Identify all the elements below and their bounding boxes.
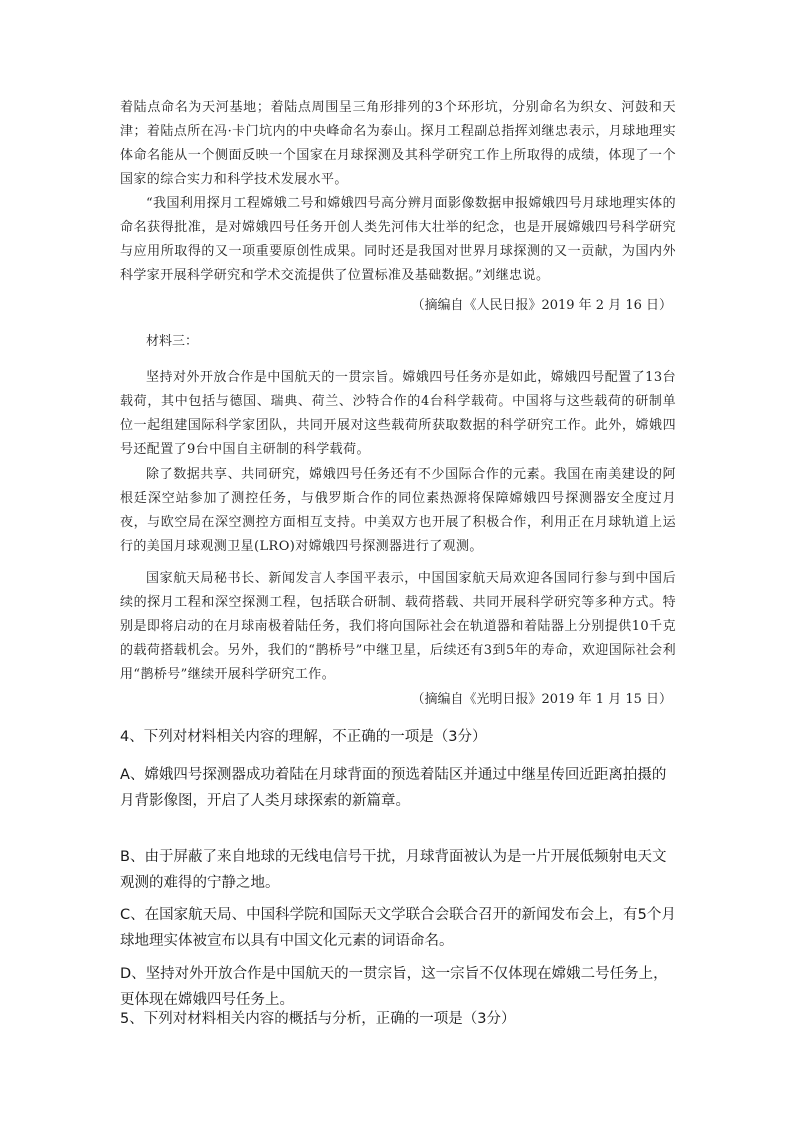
material3-source: （摘编自《光明日报》2019 年 1 月 15 日） <box>411 692 672 707</box>
material3-paragraph-2: 除了数据共享、共同研究，嫦娥四号任务还有不少国际合作的元素。我国在南美建设的阿根廷深空站参加了测控任务，与俄罗斯合作的同位素热源将保障嫦娥四号探测器安全度过月夜，与欧空局在深空测控方面相互支持。中美双方也开展了积极合作，利用正在月球轨道上运行的美国月球观测卫星(LRO)对嫦娥四号探测器进行了观测。 <box>120 467 676 554</box>
question-4-option-c: C、在国家航天局、中国科学院和国际天文学联合会联合召开的新闻发布会上，有5个月球地理实体被宣布以具有中国文化元素的词语命名。 <box>120 907 676 949</box>
material3-label: 材料三： <box>146 334 199 349</box>
question-5-stem: 5、下列对材料相关内容的概括与分析，正确的一项是（3分） <box>120 1011 516 1027</box>
question-4-option-b: B、由于屏蔽了来自地球的无线电信号干扰，月球背面被认为是一片开展低频射电天文观测的难得的宁静之地。 <box>120 849 667 891</box>
material2-quote-paragraph: “我国利用探月工程嫦娥二号和嫦娥四号高分辨月面影像数据申报嫦娥四号月球地理实体的命名获得批准，是对嫦娥四号任务开创人类先河伟大壮举的纪念，也是开展嫦娥四号科学研究与应用所取得的又一项重要原创性成果。同时还是我国对世界月球探测的又一贡献，为国内外科学家开展科学研究和学术交流提供了位置标准及基础数据。”刘继忠说。 <box>120 196 676 283</box>
material2-source: （摘编自《人民日报》2019 年 2 月 16 日） <box>411 298 672 313</box>
material3-paragraph-1: 坚持对外开放合作是中国航天的一贯宗旨。嫦娥四号任务亦是如此，嫦娥四号配置了13台载荷，其中包括与德国、瑞典、荷兰、沙特合作的4台科学载荷。中国将与这些载荷的研制单位一起组建国际科学家团队，共同开展对这些载荷所获取数据的科学研究工作。此外，嫦娥四号还配置了9台中国自主研制的科学载荷。 <box>120 370 676 457</box>
question-4-option-d: D、坚持对外开放合作是中国航天的一贯宗旨，这一宗旨不仅体现在嫦娥二号任务上，更体现在嫦娥四号任务上。 <box>120 966 668 1008</box>
material2-continuation-paragraph: 着陆点命名为天河基地；着陆点周围呈三角形排列的3个环形坑，分别命名为织女、河鼓和天津；着陆点所在冯·卡门坑内的中央峰命名为泰山。探月工程副总指挥刘继忠表示，月球地理实体命名能从一个侧面反映一个国家在月球探测及其科学研究工作上所取得的成绩，体现了一个国家的综合实力和科学技术发展水平。 <box>120 100 676 187</box>
material3-paragraph-3: 国家航天局秘书长、新闻发言人李国平表示，中国国家航天局欢迎各国同行参与到中国后续的探月工程和深空探测工程，包括联合研制、载荷搭载、共同开展科学研究等多种方式。特别是即将启动的在月球南极着陆任务，我们将向国际社会在轨道器和着陆器上分别提供10千克的载荷搭载机会。另外，我们的“鹊桥号”中继卫星，后续还有3到5年的寿命，欢迎国际社会利用“鹊桥号”继续开展科学研究工作。 <box>120 571 676 682</box>
question-4-option-a: A、嫦娥四号探测器成功着陆在月球背面的预选着陆区并通过中继星传回近距离拍摄的月背影像图，开启了人类月球探索的新篇章。 <box>120 767 667 809</box>
question-4-stem: 4、下列对材料相关内容的理解，不正确的一项是（3分） <box>120 729 487 745</box>
